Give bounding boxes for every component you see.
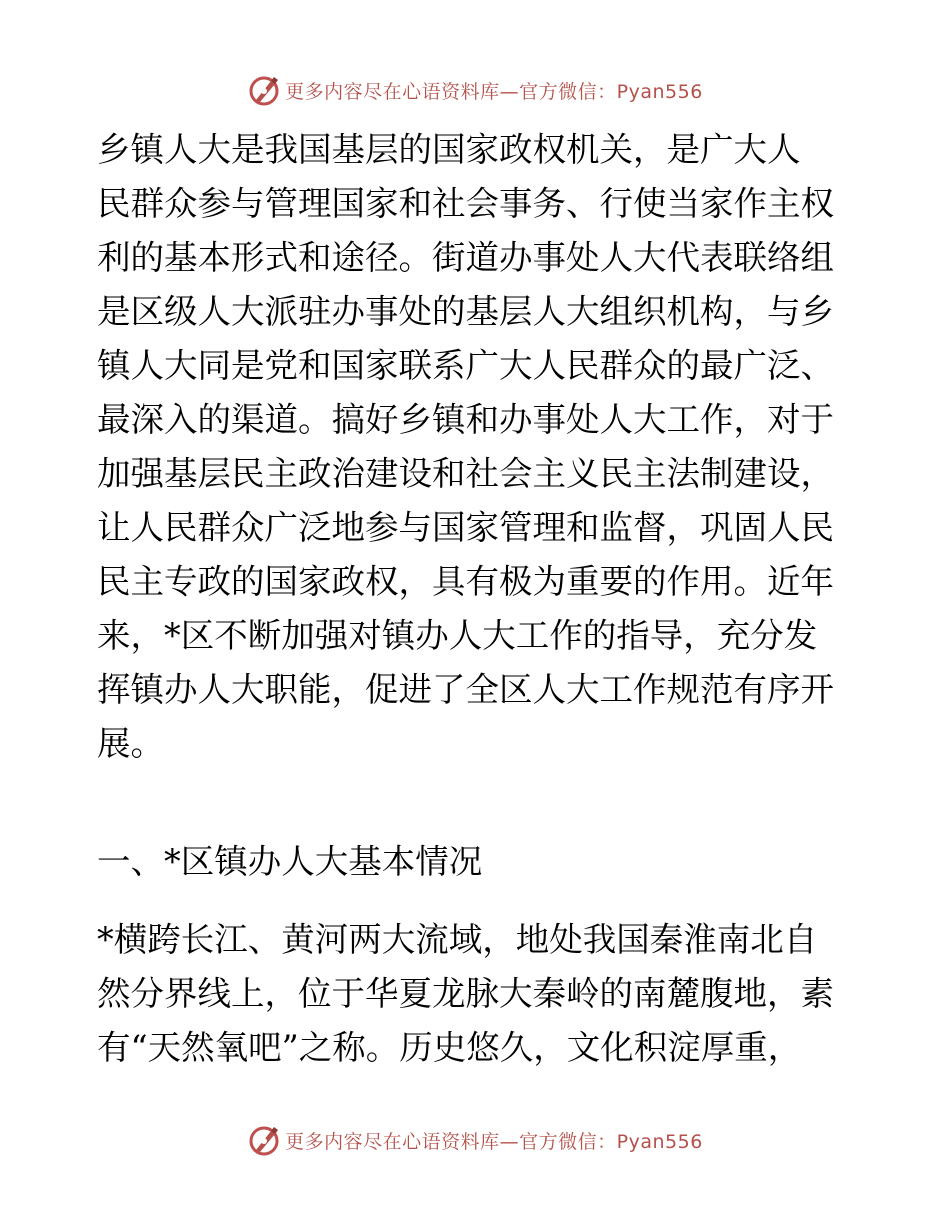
header-watermark bbox=[0, 70, 950, 110]
text-line: *横跨长江、黄河两大流域，地处我国秦淮南北自 bbox=[97, 920, 818, 959]
text-line: 挥镇办人大职能，促进了全区人大工作规范有序开 bbox=[97, 670, 834, 709]
text-line: 是区级人大派驻办事处的基层人大组织机构，与乡 bbox=[97, 292, 834, 331]
text-line: 展。 bbox=[97, 724, 164, 763]
heading-text: 一、*区镇办人大基本情况 bbox=[97, 842, 483, 881]
text-line: 利的基本形式和途径。街道办事处人大代表联络组 bbox=[97, 238, 834, 277]
section-heading bbox=[97, 835, 852, 889]
watermark-text: 更多内容尽在心语资料库—官方微信：Pyan556 bbox=[285, 1130, 703, 1153]
text-line: 乡镇人大是我国基层的国家政权机关，是广大人 bbox=[97, 130, 801, 169]
footer-watermark bbox=[0, 1120, 950, 1160]
text-line: 然分界线上，位于华夏龙脉大秦岭的南麓腹地，素 bbox=[97, 974, 834, 1013]
text-line: 来，*区不断加强对镇办人大工作的指导，充分发 bbox=[97, 616, 818, 655]
text-line: 民群众参与管理国家和社会事务、行使当家作主权 bbox=[97, 184, 834, 223]
text-line: 有“天然氧吧”之称。历史悠久，文化积淀厚重， bbox=[97, 1028, 802, 1067]
watermark-text: 更多内容尽在心语资料库—官方微信：Pyan556 bbox=[285, 80, 703, 103]
text-line: 让人民群众广泛地参与国家管理和监督，巩固人民 bbox=[97, 508, 834, 547]
pen-logo-icon bbox=[247, 1123, 281, 1157]
text-line: 最深入的渠道。搞好乡镇和办事处人大工作，对于 bbox=[97, 400, 834, 439]
text-line: 民主专政的国家政权，具有极为重要的作用。近年 bbox=[97, 562, 834, 601]
pen-logo-icon bbox=[247, 73, 281, 107]
text-line: 镇人大同是党和国家联系广大人民群众的最广泛、 bbox=[97, 346, 834, 385]
text-line: 加强基层民主政治建设和社会主义民主法制建设， bbox=[97, 454, 834, 493]
paragraph-2 bbox=[97, 913, 852, 1075]
paragraph-1 bbox=[97, 123, 852, 771]
